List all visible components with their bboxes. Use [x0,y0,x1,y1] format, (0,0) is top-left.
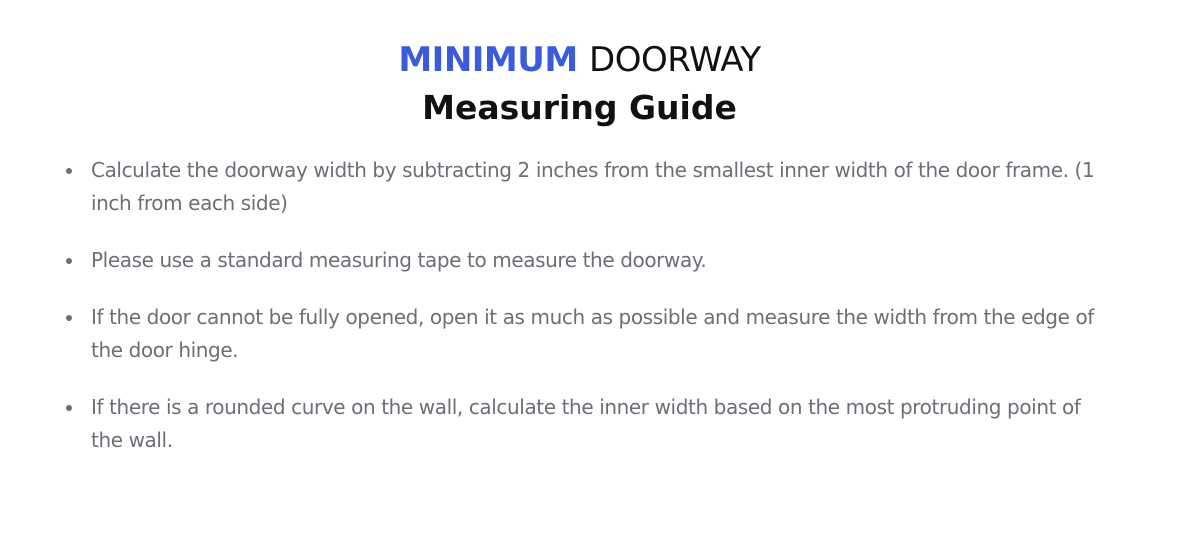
list-item-text: If there is a rounded curve on the wall, calculate the inner width based on the most protruding point of the wall. [91,395,1081,452]
list-item [66,154,1106,220]
title-main-word: DOORWAY [589,40,761,80]
list-item-text: Please use a standard measuring tape to measure the doorway. [91,248,707,272]
page-subtitle: Measuring Guide [422,88,737,127]
page-title [0,38,1159,82]
guide-list [66,154,1106,481]
title-accent-word: MINIMUM [398,40,578,80]
list-item-text: Calculate the doorway width by subtracting 2 inches from the smallest inner width of the door frame. (1 inch from each side) [91,158,1095,215]
list-item [66,391,1106,457]
title-block [0,38,1159,130]
bullet-icon [66,168,72,174]
list-item [66,244,1106,277]
bullet-icon [66,258,72,264]
list-item-text: If the door cannot be fully opened, open it as much as possible and measure the width from the edge of the door hinge. [91,305,1094,362]
list-item [66,301,1106,367]
bullet-icon [66,315,72,321]
bullet-icon [66,405,72,411]
